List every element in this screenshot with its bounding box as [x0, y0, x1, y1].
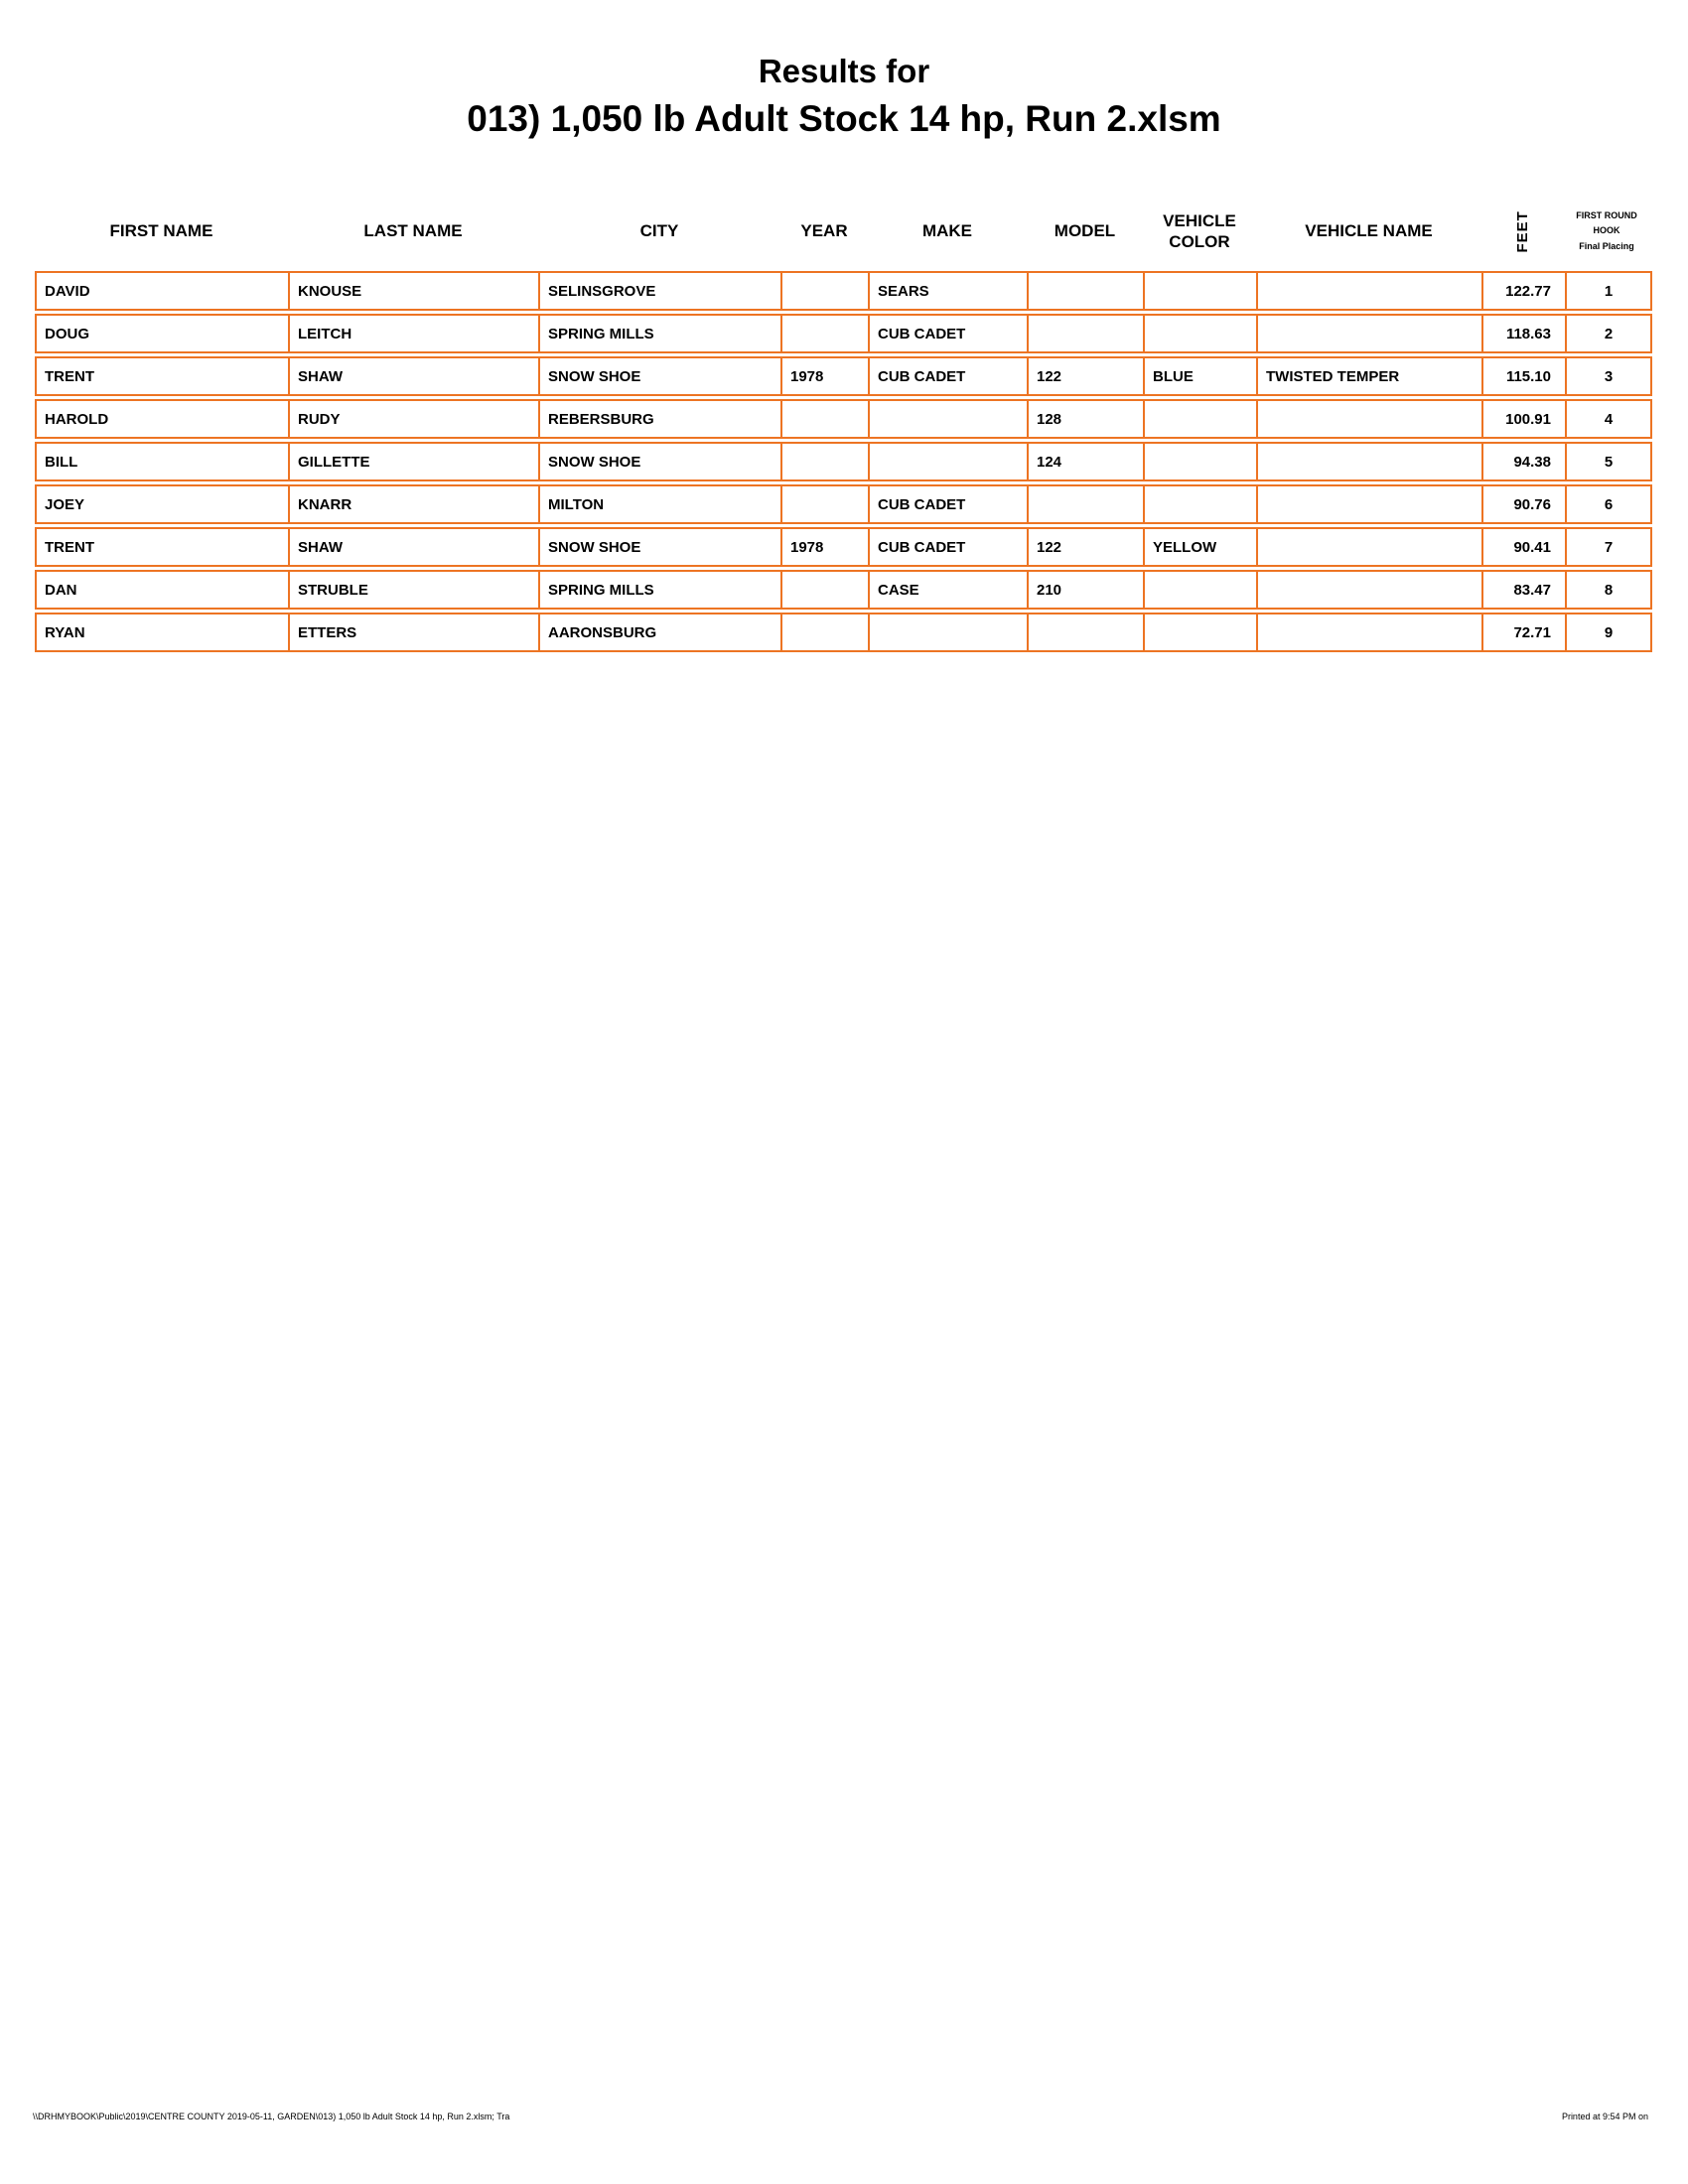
table-row: [35, 613, 1652, 652]
cell-make: SEARS: [870, 273, 1029, 309]
cell-year: [782, 273, 870, 309]
table-row: [35, 527, 1652, 567]
cell-vehicle-name: [1258, 572, 1483, 608]
cell-vehicle-color: [1145, 401, 1258, 437]
cell-city: AARONSBURG: [540, 614, 782, 650]
cell-city: SPRING MILLS: [540, 316, 782, 351]
cell-model: 128: [1029, 401, 1145, 437]
cell-model: 122: [1029, 529, 1145, 565]
cell-vehicle-color: BLUE: [1145, 358, 1258, 394]
cell-city: SNOW SHOE: [540, 444, 782, 479]
cell-last-name: SHAW: [290, 529, 540, 565]
cell-year: [782, 614, 870, 650]
cell-first-name: RYAN: [37, 614, 290, 650]
cell-feet: 90.76: [1483, 486, 1567, 522]
cell-make: CUB CADET: [870, 316, 1029, 351]
header-vehicle-name: VEHICLE NAME: [1305, 221, 1433, 241]
cell-first-name: HAROLD: [37, 401, 290, 437]
cell-make: CUB CADET: [870, 529, 1029, 565]
cell-city: REBERSBURG: [540, 401, 782, 437]
cell-model: [1029, 614, 1145, 650]
cell-make: [870, 614, 1029, 650]
cell-model: 124: [1029, 444, 1145, 479]
cell-model: [1029, 486, 1145, 522]
cell-year: [782, 444, 870, 479]
cell-vehicle-name: [1258, 444, 1483, 479]
cell-city: SNOW SHOE: [540, 529, 782, 565]
header-feet: [1481, 199, 1565, 264]
cell-final-placing: 2: [1604, 325, 1614, 342]
cell-first-name: DAN: [37, 572, 290, 608]
footer-printed-at: Printed at 9:54 PM on: [1561, 2112, 1648, 2121]
cell-feet: 83.47: [1483, 572, 1567, 608]
cell-final-placing: 3: [1604, 367, 1614, 385]
table-row: [35, 399, 1652, 439]
cell-last-name: LEITCH: [290, 316, 540, 351]
table-row: [35, 442, 1652, 481]
cell-city: SPRING MILLS: [540, 572, 782, 608]
table-row: [35, 570, 1652, 610]
header-year: YEAR: [800, 221, 848, 241]
cell-vehicle-name: TWISTED TEMPER: [1258, 358, 1483, 394]
table-row: [35, 314, 1652, 353]
cell-last-name: KNOUSE: [290, 273, 540, 309]
header-first-round-hook: [1565, 199, 1648, 264]
cell-vehicle-color: [1145, 572, 1258, 608]
cell-year: [782, 401, 870, 437]
table-header-row: [35, 199, 1648, 264]
title-line-2: 013) 1,050 lb Adult Stock 14 hp, Run 2.xlsm: [467, 97, 1221, 139]
header-vehicle-color: VEHICLE COLOR: [1163, 210, 1236, 251]
header-model: MODEL: [1054, 221, 1116, 241]
cell-vehicle-name: [1258, 316, 1483, 351]
document-title: [0, 52, 1688, 141]
cell-make: CASE: [870, 572, 1029, 608]
cell-final-placing: 1: [1604, 282, 1614, 300]
cell-final-placing: 5: [1604, 453, 1614, 471]
cell-vehicle-color: [1145, 316, 1258, 351]
cell-vehicle-color: YELLOW: [1145, 529, 1258, 565]
cell-feet: 90.41: [1483, 529, 1567, 565]
header-make: MAKE: [921, 221, 973, 241]
header-last-name: LAST NAME: [363, 221, 463, 241]
cell-last-name: ETTERS: [290, 614, 540, 650]
cell-last-name: SHAW: [290, 358, 540, 394]
cell-final-placing: 6: [1604, 495, 1614, 513]
footer-file-path: \\DRHMYBOOK\Public\2019\CENTRE COUNTY 2019-05-11, GARDEN\013) 1,050 lb Adult Stock 14 hp, Run 2.xlsm; Tra: [33, 2112, 510, 2121]
hook-header-line1: FIRST ROUND: [1576, 210, 1637, 221]
cell-model: 210: [1029, 572, 1145, 608]
cell-vehicle-name: [1258, 529, 1483, 565]
cell-feet: 94.38: [1483, 444, 1567, 479]
cell-feet: 118.63: [1483, 316, 1567, 351]
cell-vehicle-color: [1145, 486, 1258, 522]
cell-make: [870, 401, 1029, 437]
feet-rotated-label: FEET: [1513, 209, 1531, 253]
cell-feet: 100.91: [1483, 401, 1567, 437]
cell-last-name: GILLETTE: [290, 444, 540, 479]
cell-first-name: DAVID: [37, 273, 290, 309]
cell-first-name: TRENT: [37, 529, 290, 565]
cell-feet: 115.10: [1483, 358, 1567, 394]
cell-first-name: BILL: [37, 444, 290, 479]
cell-year: [782, 316, 870, 351]
cell-year: [782, 486, 870, 522]
cell-year: 1978: [782, 529, 870, 565]
cell-vehicle-name: [1258, 401, 1483, 437]
cell-final-placing: 9: [1604, 623, 1614, 641]
header-first-name: FIRST NAME: [109, 221, 213, 241]
cell-vehicle-color: [1145, 444, 1258, 479]
cell-city: SNOW SHOE: [540, 358, 782, 394]
cell-last-name: STRUBLE: [290, 572, 540, 608]
cell-first-name: TRENT: [37, 358, 290, 394]
cell-vehicle-name: [1258, 614, 1483, 650]
cell-model: [1029, 273, 1145, 309]
cell-year: [782, 572, 870, 608]
cell-vehicle-color: [1145, 273, 1258, 309]
hook-header-line2: HOOK: [1593, 225, 1620, 236]
cell-city: SELINSGROVE: [540, 273, 782, 309]
cell-model: [1029, 316, 1145, 351]
cell-final-placing: 7: [1604, 538, 1614, 556]
cell-final-placing: 4: [1604, 410, 1614, 428]
header-city: CITY: [639, 221, 679, 241]
cell-first-name: DOUG: [37, 316, 290, 351]
cell-vehicle-name: [1258, 273, 1483, 309]
cell-last-name: KNARR: [290, 486, 540, 522]
table-row: [35, 484, 1652, 524]
results-table: [35, 271, 1652, 655]
cell-vehicle-name: [1258, 486, 1483, 522]
cell-year: 1978: [782, 358, 870, 394]
cell-first-name: JOEY: [37, 486, 290, 522]
cell-make: [870, 444, 1029, 479]
title-line-1: Results for: [758, 53, 930, 89]
cell-feet: 72.71: [1483, 614, 1567, 650]
table-row: [35, 356, 1652, 396]
cell-vehicle-color: [1145, 614, 1258, 650]
table-row: [35, 271, 1652, 311]
cell-make: CUB CADET: [870, 486, 1029, 522]
cell-last-name: RUDY: [290, 401, 540, 437]
cell-model: 122: [1029, 358, 1145, 394]
cell-feet: 122.77: [1483, 273, 1567, 309]
cell-city: MILTON: [540, 486, 782, 522]
hook-header-line3: Final Placing: [1579, 240, 1634, 251]
cell-make: CUB CADET: [870, 358, 1029, 394]
cell-final-placing: 8: [1604, 581, 1614, 599]
